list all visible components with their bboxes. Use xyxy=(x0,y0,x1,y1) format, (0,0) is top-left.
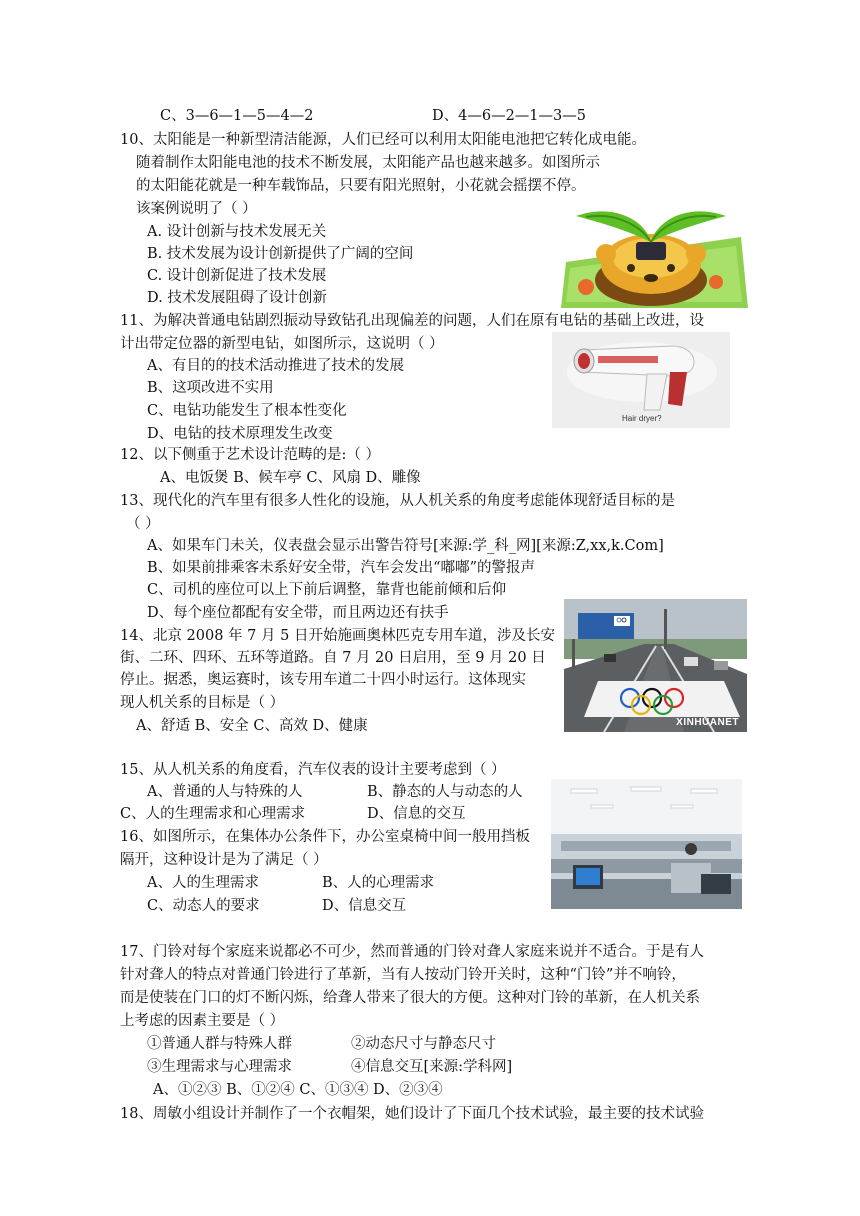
olympic-lane-image xyxy=(564,599,747,732)
solar-flower-image xyxy=(556,202,748,308)
q16-option-a: A、人的生理需求 xyxy=(147,875,259,891)
q10-stem-line3: 的太阳能花就是一种车载饰品，只要有阳光照射，小花就会摇摆不停。 xyxy=(136,178,586,194)
q12-options: A、电饭煲 B、候车亭 C、风扇 D、雕像 xyxy=(160,470,421,486)
q13-option-b: B、如果前排乘客未系好安全带，汽车会发出“嘟嘟”的警报声 xyxy=(147,560,535,576)
q14-stem-line3: 停止。据悉，奥运赛时，该专用车道二十四小时运行。这体现实 xyxy=(120,672,526,688)
q17-item-1: ①普通人群与特殊人群 xyxy=(147,1036,292,1052)
q10-stem-line2: 随着制作太阳能电池的技术不断发展，太阳能产品也越来越多。如图所示 xyxy=(136,155,600,171)
q10-stem-line4: 该案例说明了（ ） xyxy=(136,201,257,217)
q10-option-c: C. 设计创新促进了技术发展 xyxy=(147,268,327,284)
drill-image xyxy=(552,332,730,428)
xinhuanet-watermark: XINHUANET xyxy=(676,717,739,728)
q17-item-2: ②动态尺寸与静态尺寸 xyxy=(351,1036,496,1052)
q15-option-a: A、普通的人与特殊的人 xyxy=(147,784,303,800)
q10-option-a: A. 设计创新与技术发展无关 xyxy=(147,224,327,240)
q16-option-c: C、动态人的要求 xyxy=(147,898,260,914)
q15-option-d: D、信息的交互 xyxy=(367,806,466,822)
q17-item-3: ③生理需求与心理需求 xyxy=(147,1059,292,1075)
q9-option-d: D、4—6—2—1—3—5 xyxy=(432,108,586,124)
q14-stem-line4: 现人机关系的目标是（ ） xyxy=(120,695,285,711)
q11-option-a: A、有目的的技术活动推进了技术的发展 xyxy=(147,358,404,374)
q11-stem-line1: 11、为解决普通电钻剧烈振动导致钻孔出现偏差的问题，人们在原有电钻的基础上改进，设 xyxy=(120,313,704,329)
q17-item-4: ④信息交互[来源:学科网] xyxy=(351,1059,513,1075)
q9-option-c: C、3—6—1—5—4—2 xyxy=(160,108,314,124)
q12-stem: 12、以下侧重于艺术设计范畴的是:（ ） xyxy=(120,447,380,463)
q16-stem-line1: 16、如图所示，在集体办公条件下，办公室桌椅中间一般用挡板 xyxy=(120,829,530,845)
q17-options: A、①②③ B、①②④ C、①③④ D、②③④ xyxy=(153,1082,443,1098)
q15-stem: 15、从人机关系的角度看，汽车仪表的设计主要考虑到（ ） xyxy=(120,762,506,778)
q18-stem-line1: 18、周敏小组设计并制作了一个衣帽架，她们设计了下面几个技术试验，最主要的技术试验 xyxy=(120,1106,704,1122)
q11-option-c: C、电钻功能发生了根本性变化 xyxy=(147,403,347,419)
drill-image-caption: Hair dryer? xyxy=(622,414,662,423)
q17-stem-line1: 17、门铃对每个家庭来说都必不可少，然而普通的门铃对聋人家庭来说并不适合。于是有人 xyxy=(120,944,704,960)
q14-stem-line1: 14、北京 2008 年 7 月 5 日开始施画奥林匹克专用车道，涉及长安 xyxy=(120,628,555,644)
q16-option-d: D、信息交互 xyxy=(322,898,407,914)
q10-stem-line1: 10、太阳能是一种新型清洁能源，人们已经可以利用太阳能电池把它转化成电能。 xyxy=(120,132,646,148)
q11-stem-line2: 计出带定位器的新型电钻，如图所示，这说明（ ） xyxy=(120,336,444,352)
q17-stem-line4: 上考虑的因素主要是（ ） xyxy=(120,1013,285,1029)
q17-stem-line3: 而是使装在门口的灯不断闪烁，给聋人带来了很大的方便。这种对门铃的革新，在人机关系 xyxy=(120,990,700,1006)
q11-option-d: D、电钻的技术原理发生改变 xyxy=(147,426,333,442)
q10-option-b: B. 技术发展为设计创新提供了广阔的空间 xyxy=(147,246,414,262)
q15-option-c: C、人的生理需求和心理需求 xyxy=(120,806,306,822)
q10-option-d: D. 技术发展阻碍了设计创新 xyxy=(147,290,327,306)
q13-option-a: A、如果车门未关，仪表盘会显示出警告符号[来源:学_科_网][来源:Z,xx,k.Com] xyxy=(147,538,664,554)
q17-stem-line2: 针对聋人的特点对普通门铃进行了革新，当有人按动门铃开关时，这种“门铃”并不响铃， xyxy=(120,967,686,983)
q13-option-d: D、每个座位都配有安全带，而且两边还有扶手 xyxy=(147,605,449,621)
office-cubicles-image xyxy=(551,779,742,909)
q16-option-b: B、人的心理需求 xyxy=(322,875,435,891)
q16-stem-line2: 隔开，这种设计是为了满足（ ） xyxy=(120,852,328,868)
q11-option-b: B、这项改进不实用 xyxy=(147,380,274,396)
q14-stem-line2: 街、二环、四环、五环等道路。自 7 月 20 日启用，至 9 月 20 日 xyxy=(120,650,546,666)
q13-option-c: C、司机的座位可以上下前后调整，靠背也能前倾和后仰 xyxy=(147,582,507,598)
q13-stem-line2: （ ） xyxy=(126,516,160,532)
q13-stem-line1: 13、现代化的汽车里有很多人性化的设施，从人机关系的角度考虑能体现舒适目标的是 xyxy=(120,493,675,509)
q14-options: A、舒适 B、安全 C、高效 D、健康 xyxy=(136,718,368,734)
q15-option-b: B、静态的人与动态的人 xyxy=(367,784,523,800)
